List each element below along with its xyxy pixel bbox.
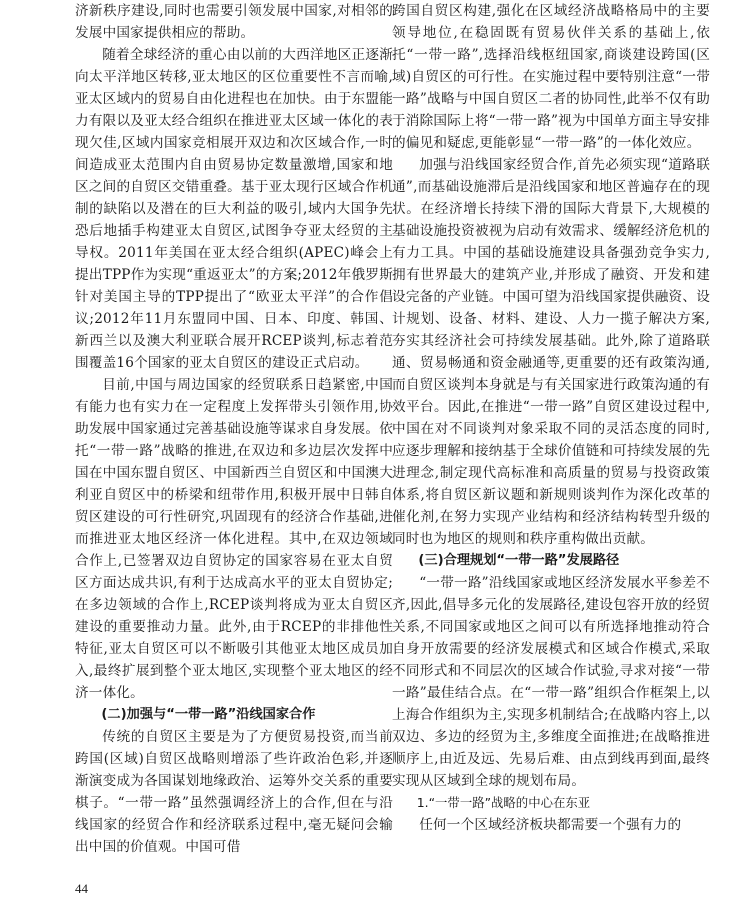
subsection-heading-1: 1.“一带一路”战略的中心在东亚 [416,795,591,810]
paragraph-cross-border-ftz: 跨国自贸区构建,强化在区域经济战略格局中的主要领导地位,在稳固既有贸易伙伴关系的基础上,依托“一带一路”,选择沿线枢纽国家,商谈建设跨国(区域)自贸区的可行性。在实施过程中要特别注意“一带一路”战略与中国自贸区二者的协同性,此举不仅有助于消除国际上将“一带一路”视为中国单方面主导安排的偏见和疑虑,更能彰显“一带一路”的一体化效应。 [392,3,710,151]
paragraph-infrastructure: 加强与沿线国家经贸合作,首先必须实现“道路联通”,而基础设施滞后是沿线国家和地区普遍存在的现状。在经济增长持续下滑的国际大背景下,大规模的基础设施投资被视为启动有效需求、缓解经济危机的有力工具。中国的基础设施建设具备强劲竞争实力,拥有世界最大的建筑产业,并形成了融资、开发和建设完备的产业链。中国可望为沿线国家提供融资、设计规划、设备、材料、建设、人力一揽子解决方案,夯实其经济社会可持续发展基础。此外,除了道路联通、贸易畅通和资金融通等,更重要的还有政策沟通,而自贸区谈判本身就是与有关国家进行政策沟通的有效平台。因此,在推进“一带一路”自贸区建设过程中,中国在对不同谈判对象采取不同的灵活态度的同时,应逐步理解和接纳基于全球价值链和可持续发展的先进理念,制定现代高标准和高质量的贸易与投资政策体系,将自贸区新议题和新规则谈判作为深化改革的催化剂,在努力实现产业结构和经济结构转型升级的同时也为地区的规则和秩序重构做出贡献。 [392,157,710,547]
section-heading-3: (三)合理规划“一带一路”发展路径 [418,553,620,568]
paragraph-continued: 济新秩序建设,同时也需要引领发展中国家,对相邻的发展中国家提供相应的帮助。 [75,3,393,41]
paragraph-china-leadership: 目前,中国与周边国家的经贸联系日趋紧密,中国有能力也有实力在一定程度上发挥带头引领作用,协助发展中国家通过完善基础设施等谋求自身发展。依托“一带一路”战略的推进,在双边和多边层次发挥中国在中国东盟自贸区、中国新西兰自贸区和中国澳大利亚自贸区中的桥梁和纽带作用,积极开展中日韩自贸区建设的可行性研究,巩固现有的经济合作基础,进而推进亚太地区经济一体化进程。其中,在双边领域合作上,已签署双边自贸协定的国家容易在亚太自贸区方面达成共识,有利于达成高水平的亚太自贸协定;在多边领域的合作上,RCEP谈判将成为亚太自贸区建设的重要推动力量。此外,由于RCEP的非排他性特征,亚太自贸区可以不断吸引其他亚太地区成员加入,最终扩展到整个亚太地区,实现整个亚太地区的经济一体化。 [75,377,393,701]
left-column [75,0,393,858]
paragraph-asia-pacific-shift: 随着全球经济的重心由以前的大西洋地区正逐渐向太平洋地区转移,亚太地区的区位重要性不言而喻,亚太区域内的贸易自由化进程也在加快。由于东盟能力有限以及亚太经合组织在推进亚太区域一体化的表现欠佳,区域内国家竞相展开双边和次区域合作,一时间造成亚太范围内自由贸易协定数量激增,国家和地区之间的自贸区交错重叠。基于亚太现行区域合作机制的缺陷以及潜在的巨大利益的吸引,域内大国争先恐后地插手构建亚太自贸区,试图争夺亚太经贸的主导权。2011年美国在亚太经合组织(APEC)峰会上提出TPP作为实现“重返亚太”的方案;2012年俄罗斯针对美国主导的TPP提出了“欧亚太平洋”的合作倡议;2012年11月东盟同中国、日本、印度、韩国、新西兰以及澳大利亚联合展开RCEP谈判,标志着范围覆盖16个国家的亚太自贸区的建设正式启动。 [75,47,393,371]
paragraph-regional-bloc: 任何一个区域经济板块都需要一个强有力的 [419,817,682,833]
right-column [392,0,710,836]
section-heading-2: (二)加强与“一带一路”沿线国家合作 [101,707,316,722]
paragraph-development-path: “一带一路”沿线国家或地区经济发展水平参差不齐,因此,倡导多元化的发展路径,建设包容开放的经贸关系,不同国家或地区之间可以有所选择地推动符合自身开放需要的经济发展模式和区域合作模式,采取不同形式和不同层次的区域合作试验,寻求对接“一带一路”最佳结合点。在“一带一路”组织合作框架上,以上海合作组织为主,实现多机制结合;在战略内容上,以双边、多边的经贸为主,多维度全面推进;在战略推进顺序上,由近及远、先易后难、由点到线再到面,最终实现从区域到全球的规划布局。 [392,575,710,789]
page-number: 44 [75,881,88,896]
paragraph-traditional-ftz: 传统的自贸区主要是为了方便贸易投资,而当前跨国(区域)自贸区战略则增添了些许政治色彩,并逐渐演变成为各国谋划地缘政治、运筹外交关系的重要棋子。“一带一路”虽然强调经济上的合作,但在与沿线国家的经贸合作和经济联系过程中,毫无疑问会输出中国的价值观。中国可借 [75,729,393,855]
